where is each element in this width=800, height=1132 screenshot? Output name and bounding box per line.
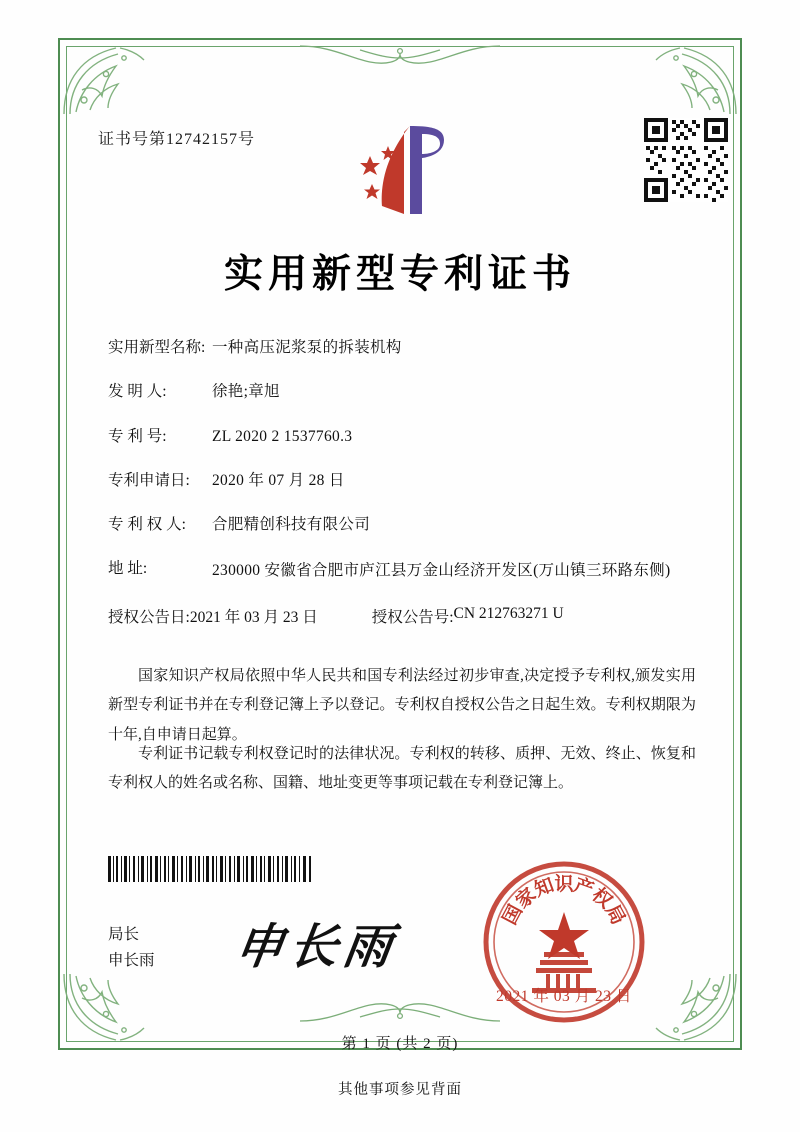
- field-value: 徐艳;章旭: [212, 383, 280, 401]
- director-name: 申长雨: [108, 952, 155, 970]
- svg-text:知: 知: [531, 873, 557, 902]
- field-label: 专 利 号:: [108, 427, 167, 445]
- field-label: 发 明 人:: [108, 383, 167, 401]
- publication-number-label: 授权公告号:: [371, 609, 454, 627]
- field-address: [108, 557, 708, 584]
- publication-row: [108, 605, 708, 627]
- publication-number-value: CN 212763271 U: [453, 605, 564, 623]
- paragraph-registry: 专利证书记载专利权登记时的法律状况。专利权的转移、质押、无效、终止、恢复和专利权人的姓名或名称、国籍、地址变更等事项记载在专利登记簿上。: [108, 746, 696, 792]
- cnipa-logo-icon: [352, 118, 462, 222]
- field-value: 合肥精创科技有限公司: [212, 516, 371, 533]
- field-label: 地 址:: [108, 560, 148, 578]
- qr-code-icon: [644, 118, 728, 202]
- field-patent-number: [108, 425, 708, 448]
- svg-text:识: 识: [554, 873, 574, 895]
- field-value: ZL 2020 2 1537760.3: [212, 427, 353, 445]
- director-label: 局长: [108, 926, 140, 943]
- edge-ornament-icon: [300, 992, 500, 1027]
- field-application-date: [108, 469, 708, 492]
- publication-date-label: 授权公告日:: [108, 609, 190, 627]
- director-block: [108, 922, 155, 975]
- seal-date: 2021 年 03 月 23 日: [496, 988, 632, 1005]
- svg-text:权: 权: [587, 883, 617, 913]
- field-list: [108, 336, 708, 627]
- field-value: 230000 安徽省合肥市庐江县万金山经济开发区(万山镇三环路东侧): [212, 562, 671, 580]
- field-value: 一种高压泥浆泵的拆装机构: [212, 339, 402, 356]
- field-inventor: [108, 380, 708, 403]
- certificate-number: 证书号第12742157号: [98, 131, 256, 148]
- corner-ornament-icon: [654, 40, 740, 118]
- barcode-icon: [108, 856, 313, 882]
- page-number: 第 1 页 (共 2 页): [341, 1036, 459, 1052]
- field-value: 2020 年 07 月 28 日: [212, 471, 345, 489]
- edge-ornament-icon: [300, 40, 500, 75]
- field-patentee: [108, 513, 708, 536]
- field-label: 实用新型名称:: [108, 339, 206, 356]
- field-label: 专利申请日:: [108, 471, 190, 489]
- footer-note: 其他事项参见背面: [338, 1082, 462, 1098]
- field-utility-model-name: [108, 336, 708, 359]
- svg-text:产: 产: [571, 873, 597, 902]
- field-label: 专 利 权 人:: [108, 516, 186, 533]
- paragraph-grant: 国家知识产权局依照中华人民共和国专利法经过初步审查,决定授予专利权,颁发实用新型专利证书并在专利登记簿上予以登记。专利权自授权公告之日起生效。专利权期限为十年,自申请日起算。: [108, 668, 696, 743]
- page-title: 实用新型专利证书: [223, 251, 576, 297]
- svg-text:家: 家: [511, 883, 541, 913]
- svg-text:国: 国: [498, 901, 527, 929]
- corner-ornament-icon: [60, 40, 146, 118]
- signature-handwriting: 申长雨: [231, 919, 402, 975]
- publication-date-value: 2021 年 03 月 23 日: [189, 609, 318, 627]
- svg-text:局: 局: [601, 901, 630, 929]
